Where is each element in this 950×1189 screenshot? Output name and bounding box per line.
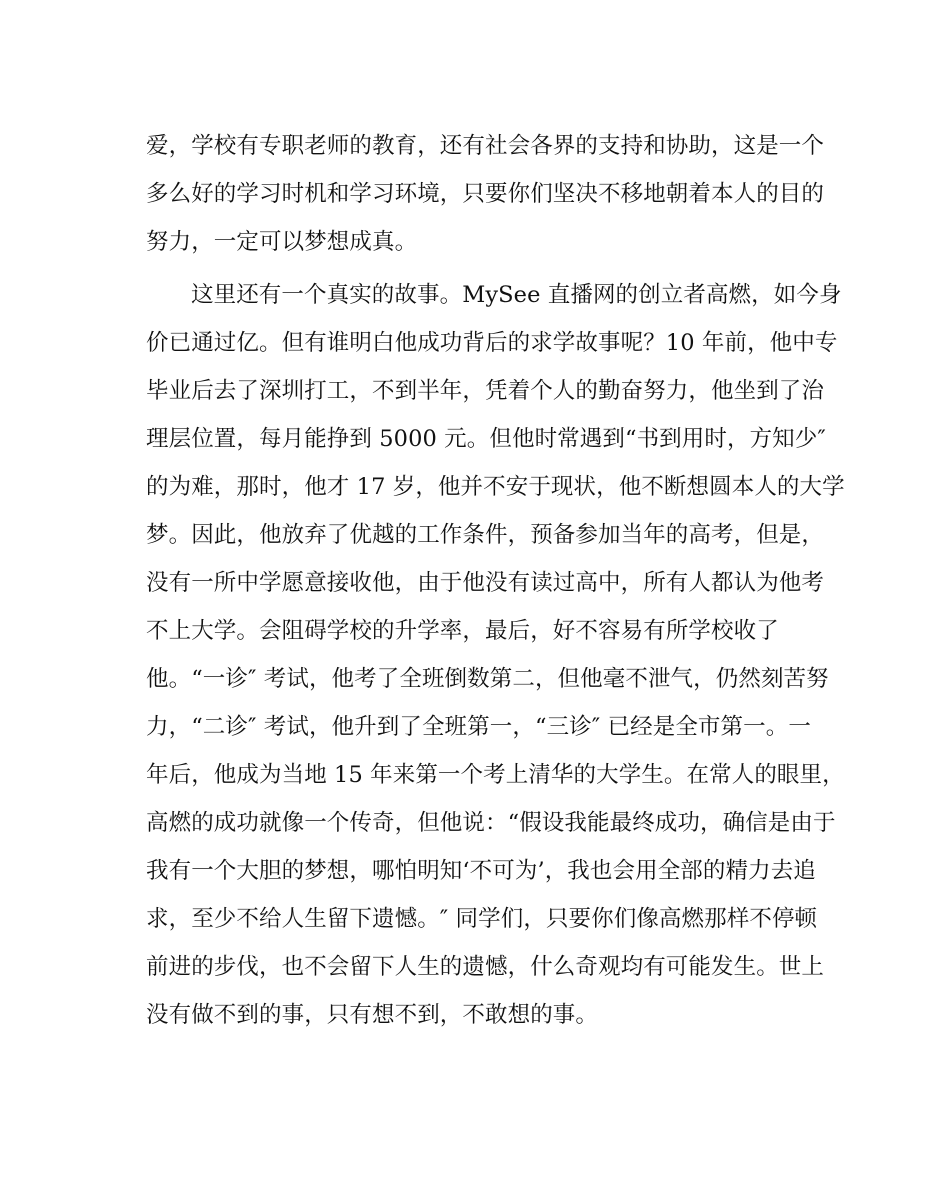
text-line: 高燃的成功就像一个传奇，但他说：“假设我能最终成功，确信是由于 bbox=[146, 810, 836, 836]
text-line: 毕业后去了深圳打工，不到半年，凭着个人的勤奋努力，他坐到了治 bbox=[146, 378, 825, 404]
text-line: 我有一个大胆的梦想，哪怕明知‘不可为’，我也会用全部的精力去追 bbox=[146, 858, 816, 884]
text-line: 年后，他成为当地 15 年来第一个考上清华的大学生。在常人的眼里， bbox=[146, 762, 845, 788]
text-line: 多么好的学习时机和学习环境，只要你们坚决不移地朝着本人的目的 bbox=[146, 181, 825, 207]
text-line: 没有做不到的事，只有想不到，不敢想的事。 bbox=[146, 1002, 599, 1028]
text-line: 努力，一定可以梦想成真。 bbox=[146, 229, 418, 255]
text-line: 前进的步伐，也不会留下人生的遗憾，什么奇观均有可能发生。世上 bbox=[146, 954, 825, 980]
text-line: 力，“二诊″ 考试，他升到了全班第一，“三诊″ 已经是全市第一。一 bbox=[146, 714, 811, 740]
text-line: 求，至少不给人生留下遗憾。″ 同学们，只要你们像高燃那样不停顿 bbox=[146, 906, 818, 932]
text-line: 没有一所中学愿意接收他，由于他没有读过高中，所有人都认为他考 bbox=[146, 570, 825, 596]
text-line: 梦。因此，他放弃了优越的工作条件，预备参加当年的高考，但是， bbox=[146, 522, 825, 548]
text-line: 他。“一诊″ 考试，他考了全班倒数第二，但他毫不泄气，仍然刻苦努 bbox=[146, 666, 829, 692]
text-line: 不上大学。会阻碍学校的升学率，最后，好不容易有所学校收了 bbox=[146, 618, 779, 644]
text-line: 爱，学校有专职老师的教育，还有社会各界的支持和协助，这是一个 bbox=[146, 133, 825, 159]
text-line: 的为难，那时，他才 17 岁，他并不安于现状，他不断想圆本人的大学 bbox=[146, 474, 845, 500]
text-line: 理层位置，每月能挣到 5000 元。但他时常遇到“书到用时，方知少″ bbox=[146, 426, 826, 452]
text-line: 这里还有一个真实的故事。MySee 直播网的创立者高燃，如今身 bbox=[191, 282, 842, 308]
text-line: 价已通过亿。但有谁明白他成功背后的求学故事呢？10 年前，他中专 bbox=[146, 330, 838, 356]
